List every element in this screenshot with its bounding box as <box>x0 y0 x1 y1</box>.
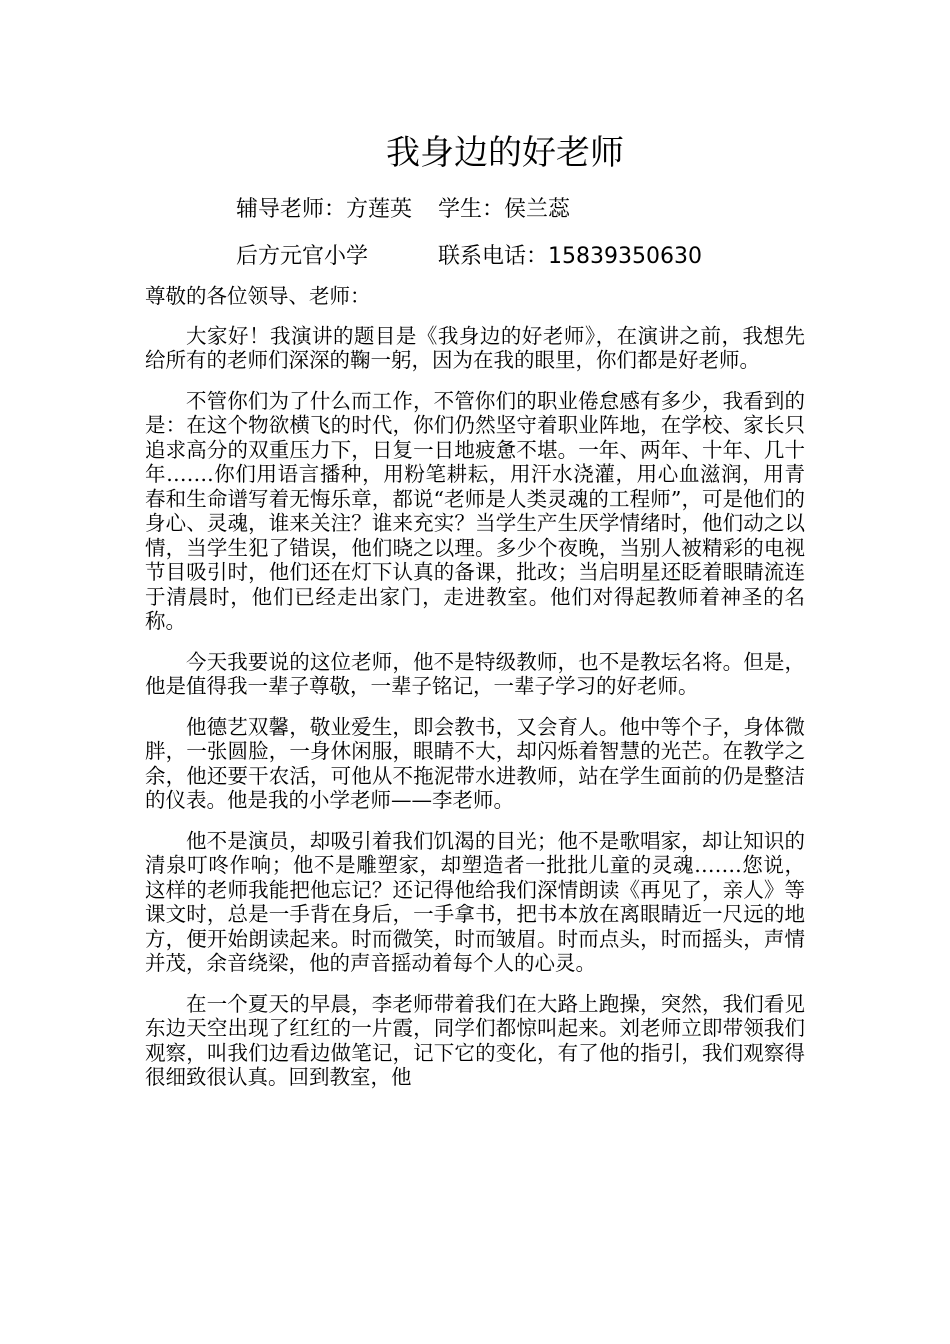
paragraph: 他德艺双馨，敬业爱生，即会教书，又会育人。他中等个子，身体微胖，一张圆脸，一身休闲服，眼睛不大，却闪烁着智慧的光芒。在教学之余，他还要干农活，可他从不拖泥带水进教师，站在学生面前的仍是整洁的仪表。他是我的小学老师——李老师。 <box>145 714 805 812</box>
paragraph: 大家好！我演讲的题目是《我身边的好老师》，在演讲之前，我想先给所有的老师们深深的鞠一躬，因为在我的眼里，你们都是好老师。 <box>145 323 805 372</box>
paragraph: 在一个夏天的早晨，李老师带着我们在大路上跑操，突然，我们看见东边天空出现了红红的一片霞，同学们都惊叫起来。刘老师立即带领我们观察，叫我们边看边做笔记，记下它的变化，有了他的指引，我们观察得很细致很认真。回到教室，他 <box>145 991 805 1089</box>
student-label: 学生：侯兰蕊 <box>438 197 571 222</box>
phone-label: 联系电话：15839350630 <box>438 244 702 269</box>
document-title: 我身边的好老师 <box>386 133 624 173</box>
school-label: 后方元官小学 <box>236 244 369 269</box>
salutation: 尊敬的各位领导、老师： <box>145 284 371 308</box>
author-info-line <box>236 194 570 226</box>
paragraph: 他不是演员，却吸引着我们饥渴的目光；他不是歌唱家，却让知识的清泉叮咚作响；他不是雕塑家，却塑造者一批批儿童的灵魂…….您说，这样的老师我能把他忘记？还记得他给我们深情朗读《再见了，亲人》等课文时，总是一手背在身后，一手拿书，把书本放在离眼睛近一尺远的地方，便开始朗读起来。时而微笑，时而皱眉。时而点头，时而摇头，声情并茂，余音绕梁，他的声音摇动着每个人的心灵。 <box>145 828 805 975</box>
contact-info-line <box>236 241 702 273</box>
speech-body <box>145 284 805 1106</box>
paragraph: 不管你们为了什么而工作，不管你们的职业倦怠感有多少，我看到的是：在这个物欲横飞的时代，你们仍然坚守着职业阵地，在学校、家长只追求高分的双重压力下，日复一日地疲惫不堪。一年、两年、十年、几十年…….你们用语言播种，用粉笔耕耘，用汗水浇灌，用心血滋润，用青春和生命谱写着无悔乐章，都说“老师是人类灵魂的工程师”，可是他们的身心、灵魂，谁来关注？谁来充实？当学生产生厌学情绪时，他们动之以情，当学生犯了错误，他们晓之以理。多少个夜晚，当别人被精彩的电视节目吸引时，他们还在灯下认真的备课，批改；当启明星还眨着眼睛流连于清晨时，他们已经走出家门，走进教室。他们对得起教师着神圣的名称。 <box>145 388 805 633</box>
teacher-label: 辅导老师：方莲英 <box>236 197 413 222</box>
paragraph: 今天我要说的这位老师，他不是特级教师，也不是教坛名将。但是，他是值得我一辈子尊敬，一辈子铭记，一辈子学习的好老师。 <box>145 649 805 698</box>
